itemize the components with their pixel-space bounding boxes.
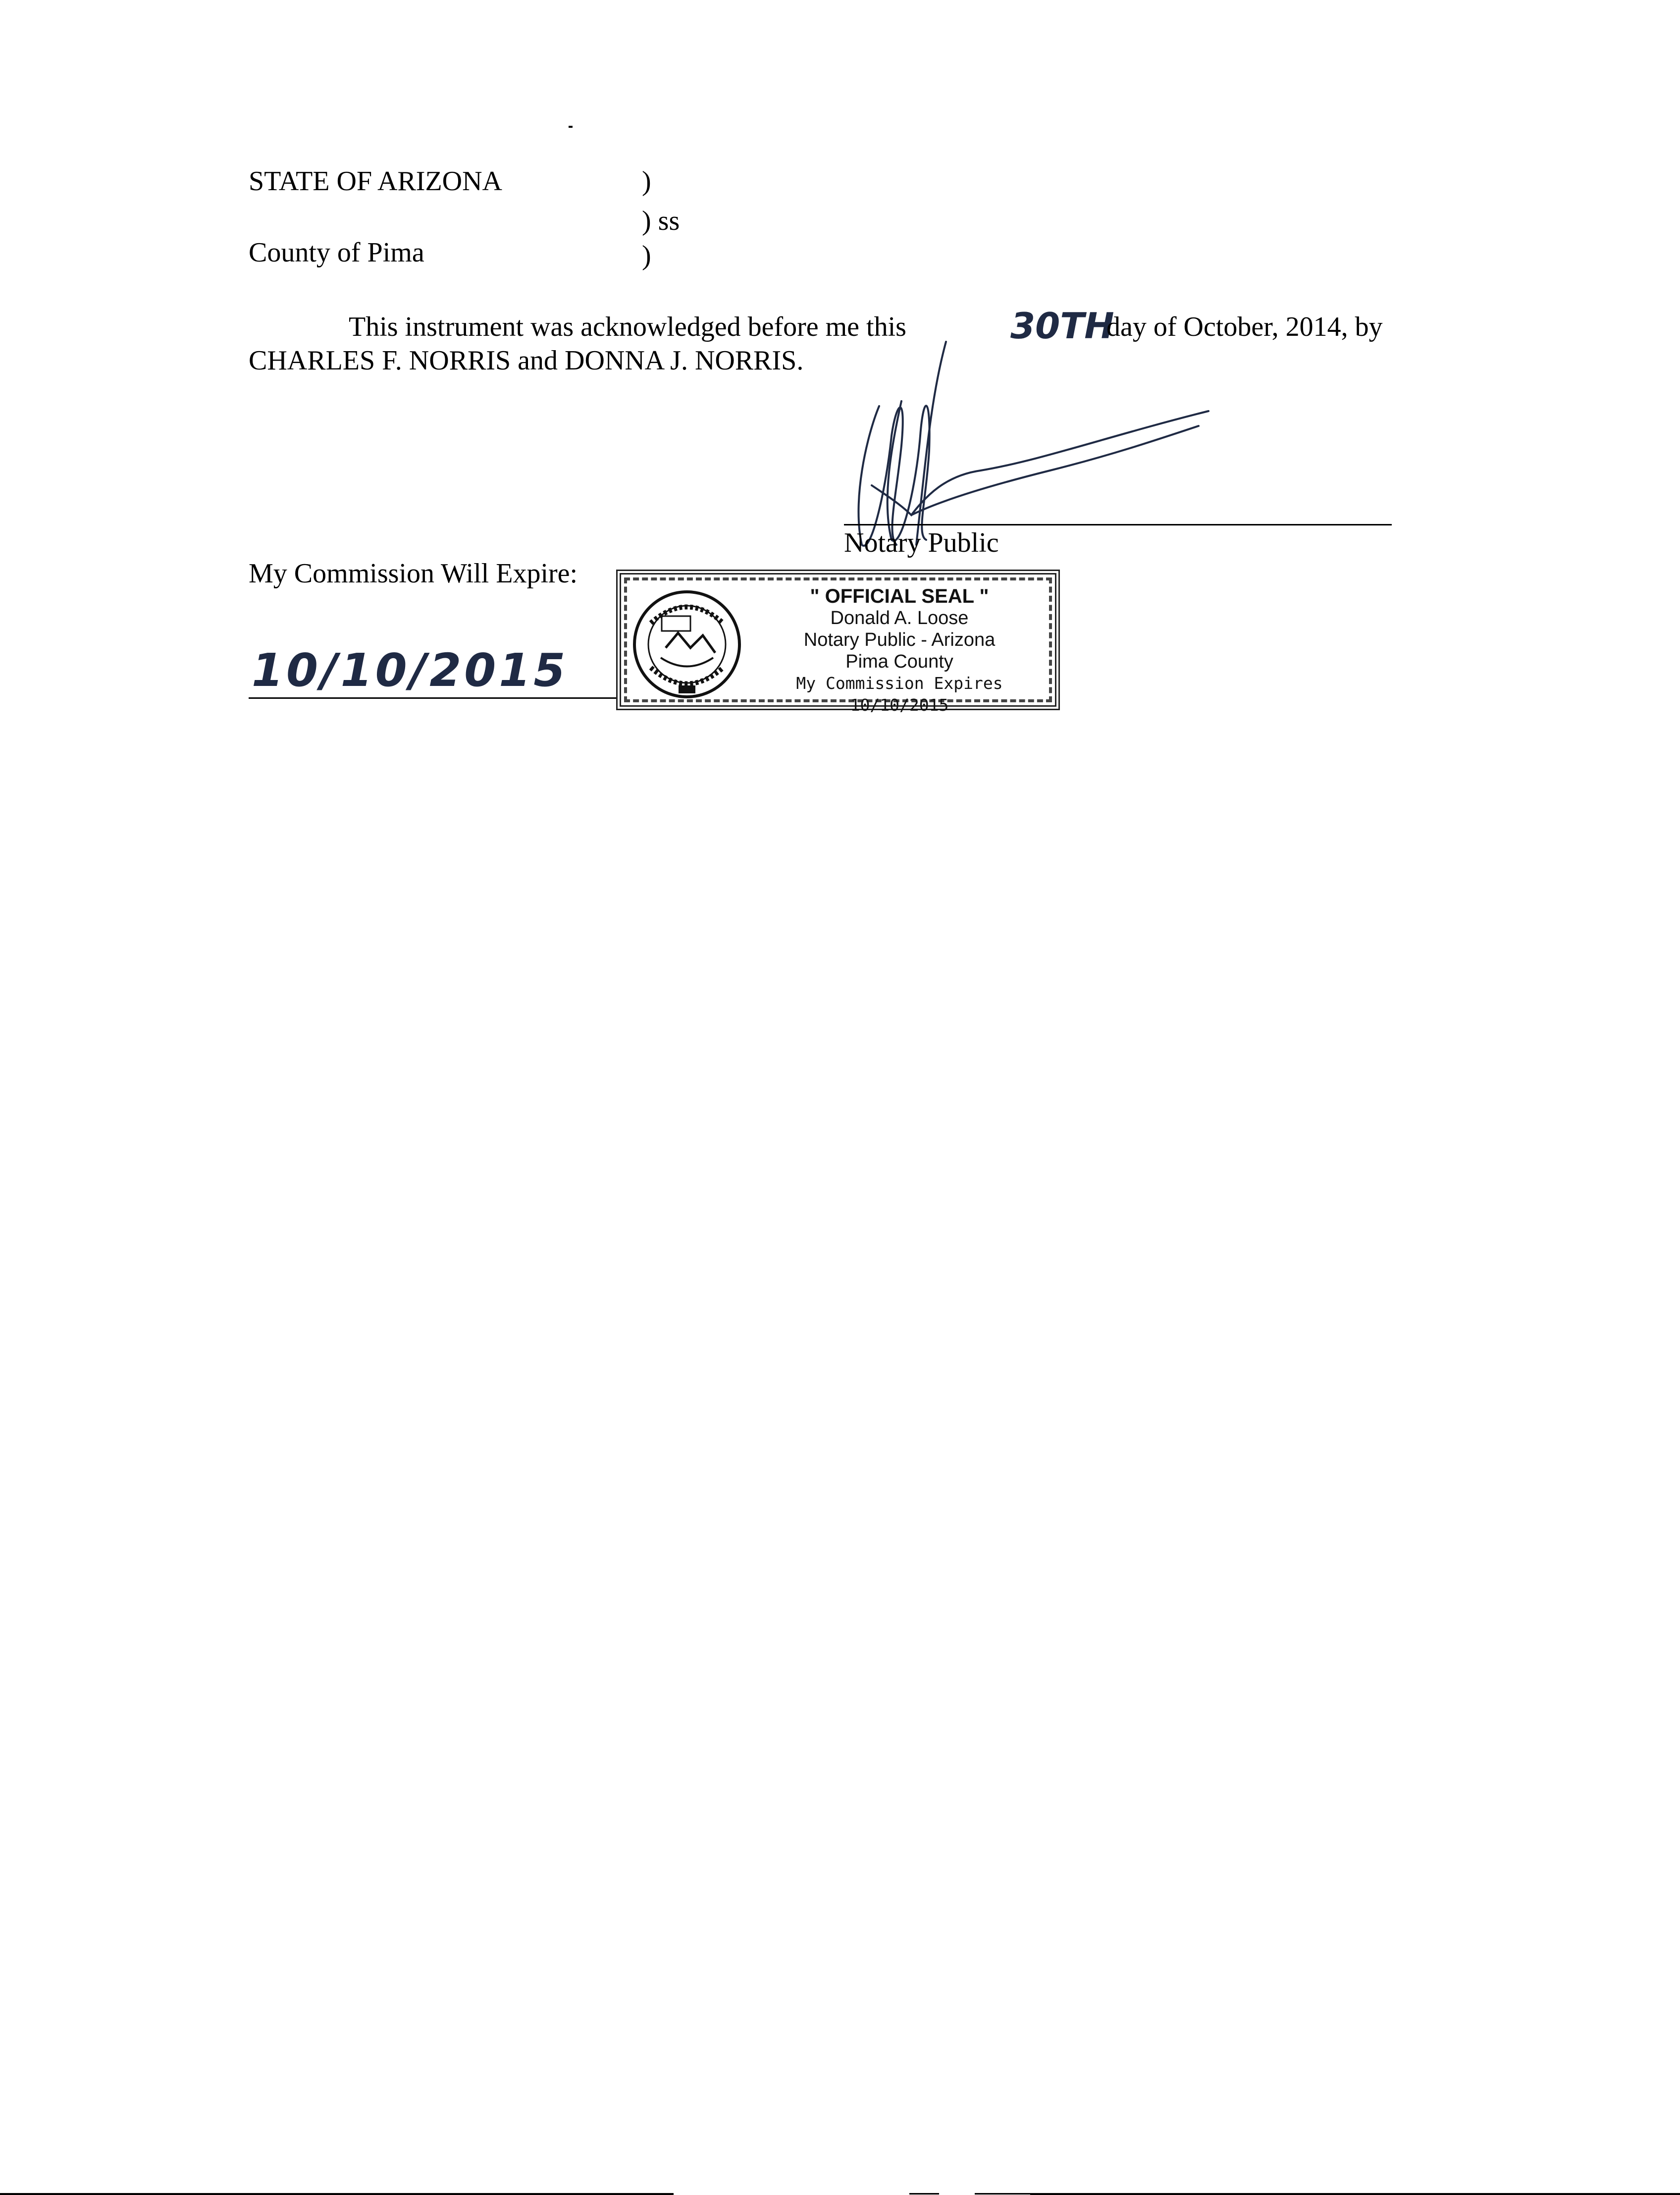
commission-date-line [249,697,625,699]
scan-speck [569,126,573,128]
venue-paren-top: ) [642,166,651,197]
ack-text-part2: day of October, 2014, by [1106,312,1383,342]
ack-text-part1: This instrument was acknowledged before me this [349,312,906,342]
commission-label: My Commission Will Expire: [249,558,578,589]
seal-county: Pima County [845,651,953,672]
state-seal-emblem-icon [631,588,743,700]
bottom-edge-mark [975,2193,1034,2195]
bottom-edge-line [1030,2193,1680,2195]
bottom-edge-line [0,2193,674,2195]
commission-handwritten-date: 10/10/2015 [252,644,569,697]
seal-notary-role: Notary Public - Arizona [803,629,996,650]
signature-line [844,524,1392,525]
venue-state: STATE OF ARIZONA [249,166,502,197]
venue-paren-bottom: ) [642,240,651,271]
venue-county: County of Pima [249,237,424,268]
official-notary-seal [616,570,1060,715]
seal-title: " OFFICIAL SEAL " [810,585,989,607]
venue-paren-ss: ) ss [642,206,680,236]
seal-expiration: My Commission Expires 10/10/2015 [796,674,1003,715]
seal-notary-name: Donald A. Loose [830,608,969,628]
bottom-edge-mark [909,2193,939,2195]
ack-handwritten-day: 30TH [1010,305,1114,347]
ack-signers: CHARLES F. NORRIS and DONNA J. NORRIS. [249,345,804,376]
notary-public-label: Notary Public [844,527,999,558]
